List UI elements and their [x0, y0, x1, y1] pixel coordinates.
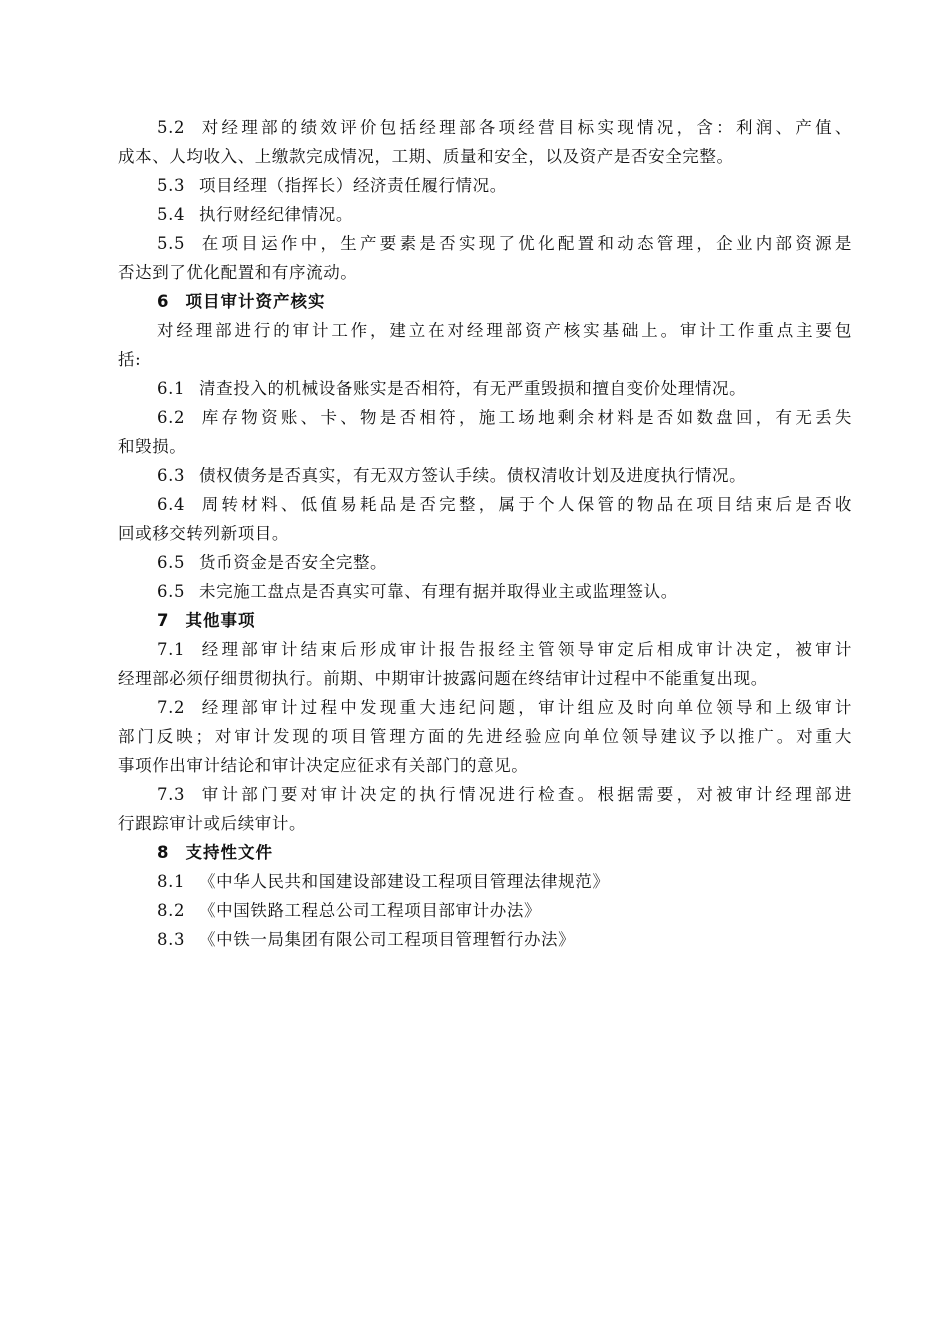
- clause-text: 货币资金是否安全完整。: [199, 553, 388, 572]
- section-number: 6: [157, 292, 170, 311]
- clause-number: 6.1: [157, 379, 186, 398]
- clause-text: 《中华人民共和国建设部建设工程项目管理法律规范》: [199, 872, 610, 891]
- clause-number: 5.4: [157, 205, 186, 224]
- section-title: 项目审计资产核实: [185, 292, 326, 311]
- clause-number: 7.2: [157, 698, 186, 717]
- section-8-heading: [118, 838, 852, 867]
- clause-number: 8.1: [157, 872, 186, 891]
- clause-6-4-line-2: 回或移交转列新项目。: [118, 524, 289, 543]
- clause-6-2-line-2: 和毁损。: [118, 437, 187, 456]
- clause-number: 5.3: [157, 176, 186, 195]
- clause-number: 6.5: [157, 582, 186, 601]
- clause-text: 执行财经纪律情况。: [199, 205, 353, 224]
- clause-number: 5.2: [157, 118, 186, 137]
- clause-5-5-line-1: [118, 229, 852, 258]
- clause-text: 债权债务是否真实，有无双方签认手续。债权清收计划及进度执行情况。: [199, 466, 747, 485]
- clause-5-3: [118, 171, 852, 200]
- clause-text: 审计部门要对审计决定的执行情况进行检查。根据需要，对被审计经理部进: [199, 785, 852, 804]
- clause-5-2-line-2: 成本、人均收入、上缴款完成情况，工期、质量和安全，以及资产是否安全完整。: [118, 147, 734, 166]
- clause-6-4-line-1: [118, 490, 852, 519]
- clause-number: 8.3: [157, 930, 186, 949]
- clause-text: 在项目运作中，生产要素是否实现了优化配置和动态管理，企业内部资源是: [199, 234, 852, 253]
- clause-number: 5.5: [157, 234, 186, 253]
- section-title: 其他事项: [185, 611, 256, 630]
- clause-5-4: [118, 200, 852, 229]
- section-number: 7: [157, 611, 170, 630]
- clause-number: 6.3: [157, 466, 186, 485]
- clause-6-1: [118, 374, 852, 403]
- clause-8-1: [118, 867, 852, 896]
- section-7-heading: [118, 606, 852, 635]
- clause-text: 《中国铁路工程总公司工程项目部审计办法》: [199, 901, 542, 920]
- section-title: 支持性文件: [185, 843, 273, 862]
- clause-7-3-line-1: [118, 780, 852, 809]
- clause-text: 项目经理（指挥长）经济责任履行情况。: [199, 176, 507, 195]
- clause-6-5-a: [118, 548, 852, 577]
- clause-6-2-line-1: [118, 403, 852, 432]
- clause-7-1-line-1: [118, 635, 852, 664]
- clause-5-5-line-2: 否达到了优化配置和有序流动。: [118, 263, 358, 282]
- clause-6-3: [118, 461, 852, 490]
- clause-number: 8.2: [157, 901, 186, 920]
- clause-7-1-line-2: 经理部必须仔细贯彻执行。前期、中期审计披露问题在终结审计过程中不能重复出现。: [118, 669, 768, 688]
- clause-8-3: [118, 925, 852, 954]
- section-6-heading: [118, 287, 852, 316]
- section-number: 8: [157, 843, 170, 862]
- section-6-intro-line-1: 对经理部进行的审计工作，建立在对经理部资产核实基础上。审计工作重点主要包: [157, 321, 852, 340]
- clause-text: 《中铁一局集团有限公司工程项目管理暂行办法》: [199, 930, 576, 949]
- clause-text: 未完施工盘点是否真实可靠、有理有据并取得业主或监理签认。: [199, 582, 678, 601]
- clause-text: 经理部审计过程中发现重大违纪问题，审计组应及时向单位领导和上级审计: [199, 698, 852, 717]
- clause-number: 6.4: [157, 495, 186, 514]
- clause-6-5-b: [118, 577, 852, 606]
- clause-text: 周转材料、低值易耗品是否完整，属于个人保管的物品在项目结束后是否收: [199, 495, 852, 514]
- clause-number: 7.1: [157, 640, 186, 659]
- clause-7-2-line-3: 事项作出审计结论和审计决定应征求有关部门的意见。: [118, 756, 529, 775]
- clause-number: 6.5: [157, 553, 186, 572]
- clause-text: 对经理部的绩效评价包括经理部各项经营目标实现情况，含：利润、产值、: [199, 118, 852, 137]
- clause-number: 7.3: [157, 785, 186, 804]
- clause-text: 库存物资账、卡、物是否相符，施工场地剩余材料是否如数盘回，有无丢失: [199, 408, 852, 427]
- clause-7-2-line-1: [118, 693, 852, 722]
- document-page: [118, 113, 852, 954]
- clause-number: 6.2: [157, 408, 186, 427]
- clause-text: 经理部审计结束后形成审计报告报经主管领导审定后相成审计决定，被审计: [199, 640, 852, 659]
- clause-5-2-line-1: [118, 113, 852, 142]
- clause-7-3-line-2: 行跟踪审计或后续审计。: [118, 814, 307, 833]
- clause-8-2: [118, 896, 852, 925]
- clause-7-2-line-2: 部门反映；对审计发现的项目管理方面的先进经验应向单位领导建议予以推广。对重大: [118, 727, 852, 746]
- clause-text: 清查投入的机械设备账实是否相符，有无严重毁损和擅自变价处理情况。: [199, 379, 747, 398]
- section-6-intro-line-2: 括:: [118, 350, 142, 369]
